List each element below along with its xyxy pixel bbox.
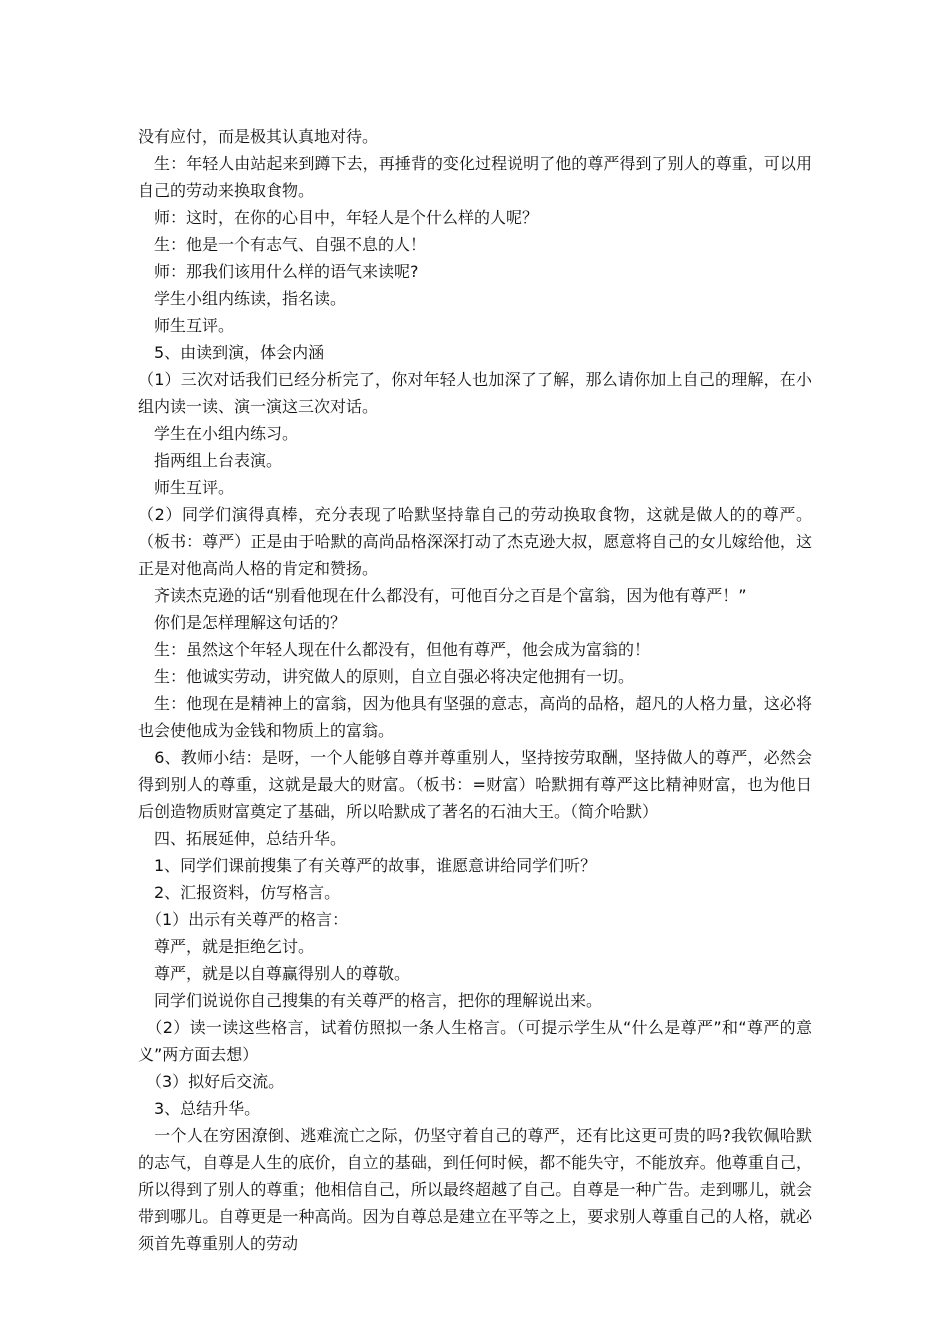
paragraph: 师：这时，在你的心目中，年轻人是个什么样的人呢？ [138, 208, 539, 227]
paragraph: 齐读杰克逊的话“别看他现在什么都没有，可他百分之百是个富翁，因为他有尊严！” [138, 586, 747, 605]
paragraph: 一个人在穷困潦倒、逃难流亡之际，仍坚守着自己的尊严，还有比这更可贵的吗?我钦佩哈默的志气，自尊是人生的底价，自立的基础，到任何时候，都不能失守，不能放弃。他尊重自己，所以得到了别人的尊重；他相信自己，所以最终超越了自己。自尊是一种广告。走到哪儿，就会带到哪儿。自尊更是一种高尚。因为自尊总是建立在平等之上，要求别人尊重自己的人格，就必须首先尊重别人的劳动 [138, 1126, 812, 1253]
paragraph: 师生互评。 [138, 316, 235, 335]
paragraph: 生：他现在是精神上的富翁，因为他具有坚强的意志，高尚的品格，超凡的人格力量，这必将也会使他成为金钱和物质上的富翁。 [138, 694, 812, 740]
paragraph: 学生在小组内练习。 [138, 424, 299, 443]
paragraph: 没有应付，而是极其认真地对待。 [138, 127, 379, 146]
quote-line: 尊严，就是以自尊赢得别人的尊敬。 [138, 964, 411, 983]
paragraph: 生：虽然这个年轻人现在什么都没有，但他有尊严，他会成为富翁的！ [138, 640, 651, 659]
paragraph: （3）拟好后交流。 [138, 1072, 285, 1091]
section-heading: 5、由读到演，体会内涵 [138, 343, 325, 362]
paragraph: （2）读一读这些格言，试着仿照拟一条人生格言。（可提示学生从“什么是尊严”和“尊严的意义”两方面去想） [138, 1018, 812, 1064]
paragraph: （2）同学们演得真棒，充分表现了哈默坚持靠自己的劳动换取食物，这就是做人的的尊严。（板书：尊严）正是由于哈默的高尚品格深深打动了杰克逊大叔，愿意将自己的女儿嫁给他，这正是对他高尚人格的肯定和赞扬。 [138, 505, 812, 578]
paragraph: 同学们说说你自己搜集的有关尊严的格言，把你的理解说出来。 [138, 991, 603, 1010]
paragraph: 指两组上台表演。 [138, 451, 283, 470]
paragraph: 生：他是一个有志气、自强不息的人！ [138, 235, 427, 254]
paragraph: 1、同学们课前搜集了有关尊严的故事，谁愿意讲给同学们听？ [138, 856, 597, 875]
paragraph: 你们是怎样理解这句话的？ [138, 613, 347, 632]
section-heading: 四、拓展延伸，总结升华。 [138, 829, 347, 848]
paragraph: 2、汇报资料，仿写格言。 [138, 883, 341, 902]
paragraph: 师：那我们该用什么样的语气来读呢? [138, 262, 419, 281]
paragraph: 师生互评。 [138, 478, 235, 497]
paragraph: （1）出示有关尊严的格言： [138, 910, 349, 929]
paragraph: 3、总结升华。 [138, 1099, 261, 1118]
quote-line: 尊严，就是拒绝乞讨。 [138, 937, 315, 956]
paragraph: 生：年轻人由站起来到蹲下去，再捶背的变化过程说明了他的尊严得到了别人的尊重，可以用自己的劳动来换取食物。 [138, 154, 812, 200]
document-body [138, 123, 812, 1257]
paragraph: 6、教师小结：是呀，一个人能够自尊并尊重别人，坚持按劳取酬，坚持做人的尊严，必然会得到别人的尊重，这就是最大的财富。（板书：=财富）哈默拥有尊严这比精神财富，也为他日后创造物质财富奠定了基础，所以哈默成了著名的石油大王。（简介哈默） [138, 748, 812, 821]
paragraph: （1）三次对话我们已经分析完了，你对年轻人也加深了了解，那么请你加上自己的理解，在小组内读一读、演一演这三次对话。 [138, 370, 812, 416]
paragraph: 生：他诚实劳动，讲究做人的原则，自立自强必将决定他拥有一切。 [138, 667, 635, 686]
paragraph: 学生小组内练读，指名读。 [138, 289, 347, 308]
